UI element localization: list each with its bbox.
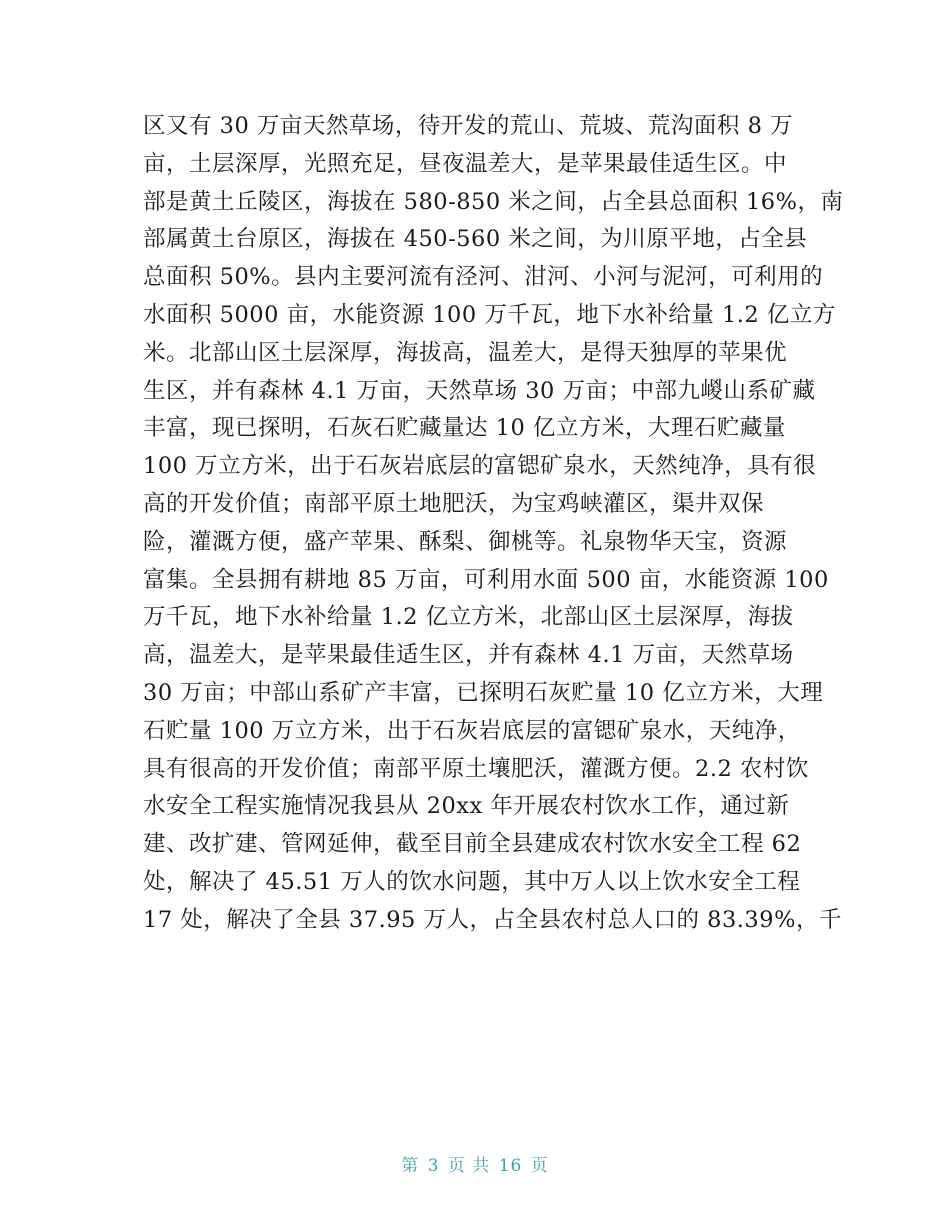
text-line: 部属黄土台原区，海拔在 450-560 米之间，为川原平地，占全县 [143,226,808,253]
text-line: 石贮量 100 万立方米，出于石灰岩底层的富锶矿泉水，天纯净， [143,717,801,744]
text-line: 生区，并有森林 4.1 万亩，天然草场 30 万亩；中部九嵕山系矿藏 [143,377,816,404]
text-line: 处，解决了 45.51 万人的饮水问题，其中万人以上饮水安全工程 [143,868,801,895]
text-line: 亩，土层深厚，光照充足，昼夜温差大，是苹果最佳适生区。中 [143,150,788,177]
text-line: 总面积 50%。县内主要河流有泾河、泔河、小河与泥河，可利用的 [143,264,824,291]
text-line: 米。北部山区土层深厚，海拔高，温差大，是得天独厚的苹果优 [143,339,788,366]
text-line: 富集。全县拥有耕地 85 万亩，可利用水面 500 亩，水能资源 100 [143,566,829,593]
footer-prefix: 第 [401,1156,420,1176]
text-line: 水安全工程实施情况我县从 20xx 年开展农村饮水工作，通过新 [143,793,790,820]
footer-mid: 页 共 [447,1156,491,1176]
total-page-count: 16 [498,1156,523,1176]
text-line: 区又有 30 万亩天然草场，待开发的荒山、荒坡、荒沟面积 8 万 [143,113,794,139]
footer-suffix: 页 [530,1156,549,1176]
text-line: 丰富，现已探明，石灰石贮藏量达 10 亿立方米，大理石贮藏量 [143,415,786,442]
text-line: 17 处，解决了全县 37.95 万人，占全县农村总人口的 83.39%，千 [143,906,842,933]
text-line: 高，温差大，是苹果最佳适生区，并有森林 4.1 万亩，天然草场 [143,642,794,669]
body-text [143,108,844,940]
text-line: 100 万立方米，出于石灰岩底层的富锶矿泉水，天然纯净，具有很 [143,453,817,480]
text-line: 具有很高的开发价值；南部平原土壤肥沃，灌溉方便。2.2 农村饮 [143,755,809,782]
text-line: 高的开发价值；南部平原土地肥沃，为宝鸡峡灌区，渠井双保 [143,490,765,517]
text-line: 部是黄土丘陵区，海拔在 580-850 米之间，占全县总面积 16%，南 [143,188,844,215]
current-page-number: 3 [427,1156,440,1176]
text-line: 万千瓦，地下水补给量 1.2 亿立方米，北部山区土层深厚，海拔 [143,604,794,631]
page-number-footer [0,1151,950,1176]
text-line: 水面积 5000 亩，水能资源 100 万千瓦，地下水补给量 1.2 亿立方 [143,301,836,328]
text-line: 30 万亩；中部山系矿产丰富，已探明石灰贮量 10 亿立方米，大理 [143,679,824,706]
text-line: 险，灌溉方便，盛产苹果、酥梨、御桃等。礼泉物华天宝，资源 [143,528,788,555]
text-line: 建、改扩建、管网延伸，截至目前全县建成农村饮水安全工程 62 [143,831,802,858]
